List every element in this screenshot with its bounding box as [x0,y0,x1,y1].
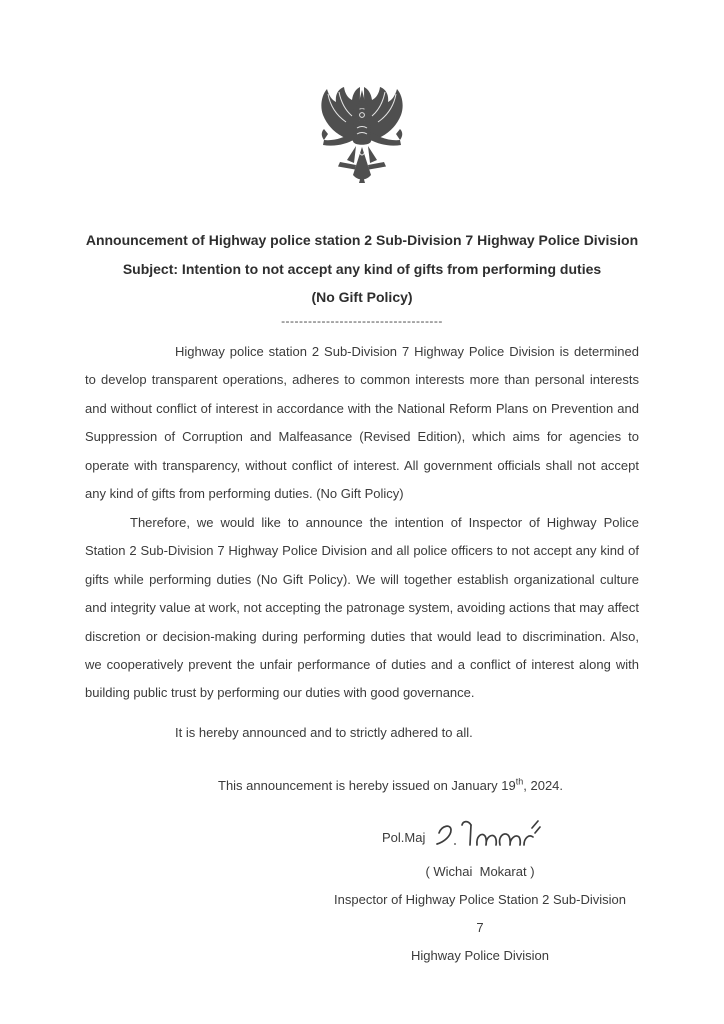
document-body [85,338,639,801]
signer-rank: Pol.Maj [382,830,426,845]
signer-name: ( Wichai Mokarat ) [425,864,535,879]
signer-position: Inspector of Highway Police Station 2 Sub-Division 7 [334,892,626,935]
paragraph-determination: Highway police station 2 Sub-Division 7 Highway Police Division is determined to develop transparent operations, adheres to common interests more than personal interests and without conflict of interest in accordance with the National Reform Plans on Prevention and Suppression of Corruption and Malfeasance (Revised Edition), which aims for agencies to operate with transparency, without conflict of interest. All government officials shall not accept any kind of gifts from performing duties. (No Gift Policy) [85,344,639,502]
document-policy-title: (No Gift Policy) [311,289,413,305]
paragraph-announcement: Therefore, we would like to announce the intention of Inspector of Highway Police Station 2 Sub-Division 7 Highway Police Division and all police officers to not accept any kind of gifts while performing duties (No Gift Policy). We will together establish organizational culture and integrity value at work, not accepting the patronage system, avoiding actions that may affect discretion or decision-making during performing duties that would lead to discrimination. Also, we cooperatively prevent the unfair performance of duties and a conflict of interest along with building public trust by performing our duties with good governance. [85,514,639,701]
document-title: Announcement of Highway police station 2 Sub-Division 7 Highway Police Division [85,232,639,248]
signature-row [330,822,630,858]
issue-date-line [85,772,639,800]
issue-date-text: This announcement is hereby issued on January 19 [218,778,516,794]
signature-block [330,822,630,970]
garuda-emblem [312,86,412,184]
signature-handwriting [426,814,548,860]
dashed-separator: ------------------------------------ [281,314,443,328]
issue-date-year: , 2024. [523,778,564,794]
signer-division: Highway Police Division [411,948,549,963]
title-block [0,226,724,312]
garuda-emblem-graphic [312,86,412,184]
closing-statement: It is hereby announced and to strictly adhered to all. [175,724,473,740]
issue-date-ordinal: th [515,777,524,788]
document-subject: Subject: Intention to not accept any kind of gifts from performing duties [122,260,602,277]
